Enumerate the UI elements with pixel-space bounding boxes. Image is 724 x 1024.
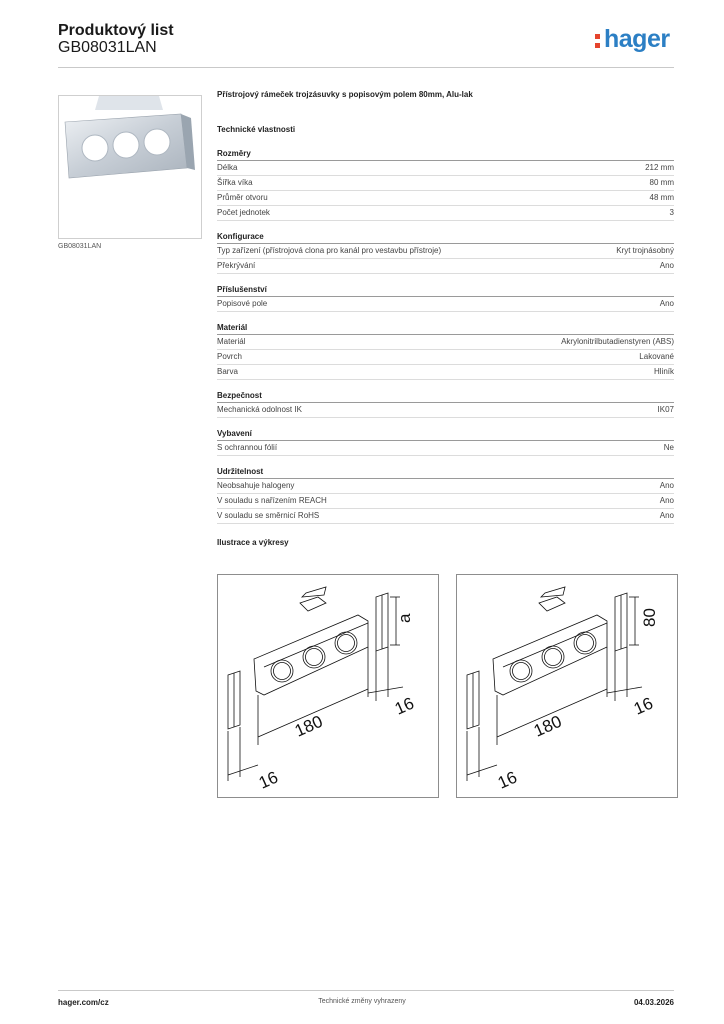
drawing-1-height-label: a bbox=[395, 613, 414, 623]
spec-section-title: Udržitelnost bbox=[217, 467, 674, 479]
spec-row bbox=[217, 335, 674, 350]
spec-row bbox=[217, 494, 674, 509]
footer-website-link[interactable]: hager.com/cz bbox=[58, 998, 109, 1007]
spec-value: Ano bbox=[659, 299, 674, 308]
photo-caption: GB08031LAN bbox=[58, 243, 102, 250]
spec-section-title: Materiál bbox=[217, 323, 674, 335]
logo-dots-icon bbox=[595, 34, 600, 52]
spec-row bbox=[217, 365, 674, 380]
spec-label: Neobsahuje halogeny bbox=[217, 481, 295, 490]
spec-label: Počet jednotek bbox=[217, 208, 270, 217]
product-code: GB08031LAN bbox=[58, 39, 157, 56]
spec-row bbox=[217, 403, 674, 418]
spec-section bbox=[217, 232, 674, 274]
spec-label: Délka bbox=[217, 163, 238, 172]
spec-label: Překrývání bbox=[217, 261, 256, 270]
hager-logo bbox=[594, 25, 674, 56]
spec-label: Barva bbox=[217, 367, 238, 376]
spec-label: Mechanická odolnost IK bbox=[217, 405, 302, 414]
spec-value: IK07 bbox=[657, 405, 674, 414]
spec-section bbox=[217, 323, 674, 380]
spec-value: 48 mm bbox=[649, 193, 674, 202]
spec-label: Povrch bbox=[217, 352, 242, 361]
product-photo-graphic bbox=[59, 96, 201, 238]
spec-row bbox=[217, 161, 674, 176]
spec-sections bbox=[217, 149, 674, 524]
drawing-2-depth-top-label: 16 bbox=[630, 693, 656, 719]
drawing-2-depth-bottom-label: 16 bbox=[494, 767, 520, 793]
spec-row bbox=[217, 441, 674, 456]
spec-row bbox=[217, 350, 674, 365]
spec-value: Akrylonitrilbutadienstyren (ABS) bbox=[561, 337, 674, 346]
spec-section-title: Příslušenství bbox=[217, 285, 674, 297]
spec-value: 212 mm bbox=[645, 163, 674, 172]
product-description: Přístrojový rámeček trojzásuvky s popisovým polem 80mm, Alu-lak bbox=[217, 90, 473, 99]
spec-value: 80 mm bbox=[649, 178, 674, 187]
spec-label: V souladu se směrnicí RoHS bbox=[217, 511, 320, 520]
spec-value: Ano bbox=[659, 481, 674, 490]
spec-row bbox=[217, 297, 674, 312]
spec-value: Lakované bbox=[639, 352, 674, 361]
technical-drawing-1 bbox=[217, 574, 439, 798]
drawing-2-length-label: 180 bbox=[530, 711, 565, 741]
spec-value: Ano bbox=[659, 511, 674, 520]
spec-section-title: Vybavení bbox=[217, 429, 674, 441]
header-divider bbox=[58, 67, 674, 68]
main-content bbox=[217, 90, 674, 547]
spec-section-title: Konfigurace bbox=[217, 232, 674, 244]
spec-value: 3 bbox=[669, 208, 674, 217]
spec-row bbox=[217, 206, 674, 221]
drawing-1-depth-bottom-label: 16 bbox=[255, 767, 281, 793]
spec-section bbox=[217, 391, 674, 418]
spec-value: Ano bbox=[659, 496, 674, 505]
spec-row bbox=[217, 176, 674, 191]
footer-date: 04.03.2026 bbox=[633, 998, 674, 1007]
drawing-1-length-label: 180 bbox=[291, 711, 326, 741]
spec-section-title: Rozměry bbox=[217, 149, 674, 161]
drawing-1-depth-top-label: 16 bbox=[391, 693, 417, 719]
spec-label: Materiál bbox=[217, 337, 246, 346]
footer-divider bbox=[58, 990, 674, 991]
spec-value: Ano bbox=[659, 261, 674, 270]
spec-label: Šířka víka bbox=[217, 178, 253, 187]
spec-label: Typ zařízení (přístrojová clona pro kanál pro vestavbu přístroje) bbox=[217, 246, 442, 255]
spec-row bbox=[217, 479, 674, 494]
spec-row bbox=[217, 509, 674, 524]
spec-section-title: Bezpečnost bbox=[217, 391, 674, 403]
spec-row bbox=[217, 191, 674, 206]
product-image bbox=[58, 95, 202, 239]
logo-text: hager bbox=[604, 25, 670, 53]
spec-label: Průměr otvoru bbox=[217, 193, 268, 202]
page-title: Produktový list bbox=[58, 22, 174, 39]
spec-value: Ne bbox=[663, 443, 674, 452]
spec-section bbox=[217, 285, 674, 312]
spec-section bbox=[217, 149, 674, 221]
spec-value: Hliník bbox=[653, 367, 674, 376]
spec-section bbox=[217, 429, 674, 456]
technical-properties-heading: Technické vlastnosti bbox=[217, 125, 296, 134]
spec-label: Popisové pole bbox=[217, 299, 268, 308]
spec-row bbox=[217, 244, 674, 259]
drawing-2-height-label: 80 bbox=[640, 608, 659, 627]
footer-disclaimer: Technické změny vyhrazeny bbox=[318, 998, 406, 1005]
spec-section bbox=[217, 467, 674, 524]
spec-row bbox=[217, 259, 674, 274]
technical-drawing-2 bbox=[456, 574, 678, 798]
illustrations-heading: Ilustrace a výkresy bbox=[217, 538, 289, 547]
spec-label: V souladu s nařízením REACH bbox=[217, 496, 327, 505]
spec-label: S ochrannou fólií bbox=[217, 443, 278, 452]
spec-value: Kryt trojnásobný bbox=[616, 246, 674, 255]
